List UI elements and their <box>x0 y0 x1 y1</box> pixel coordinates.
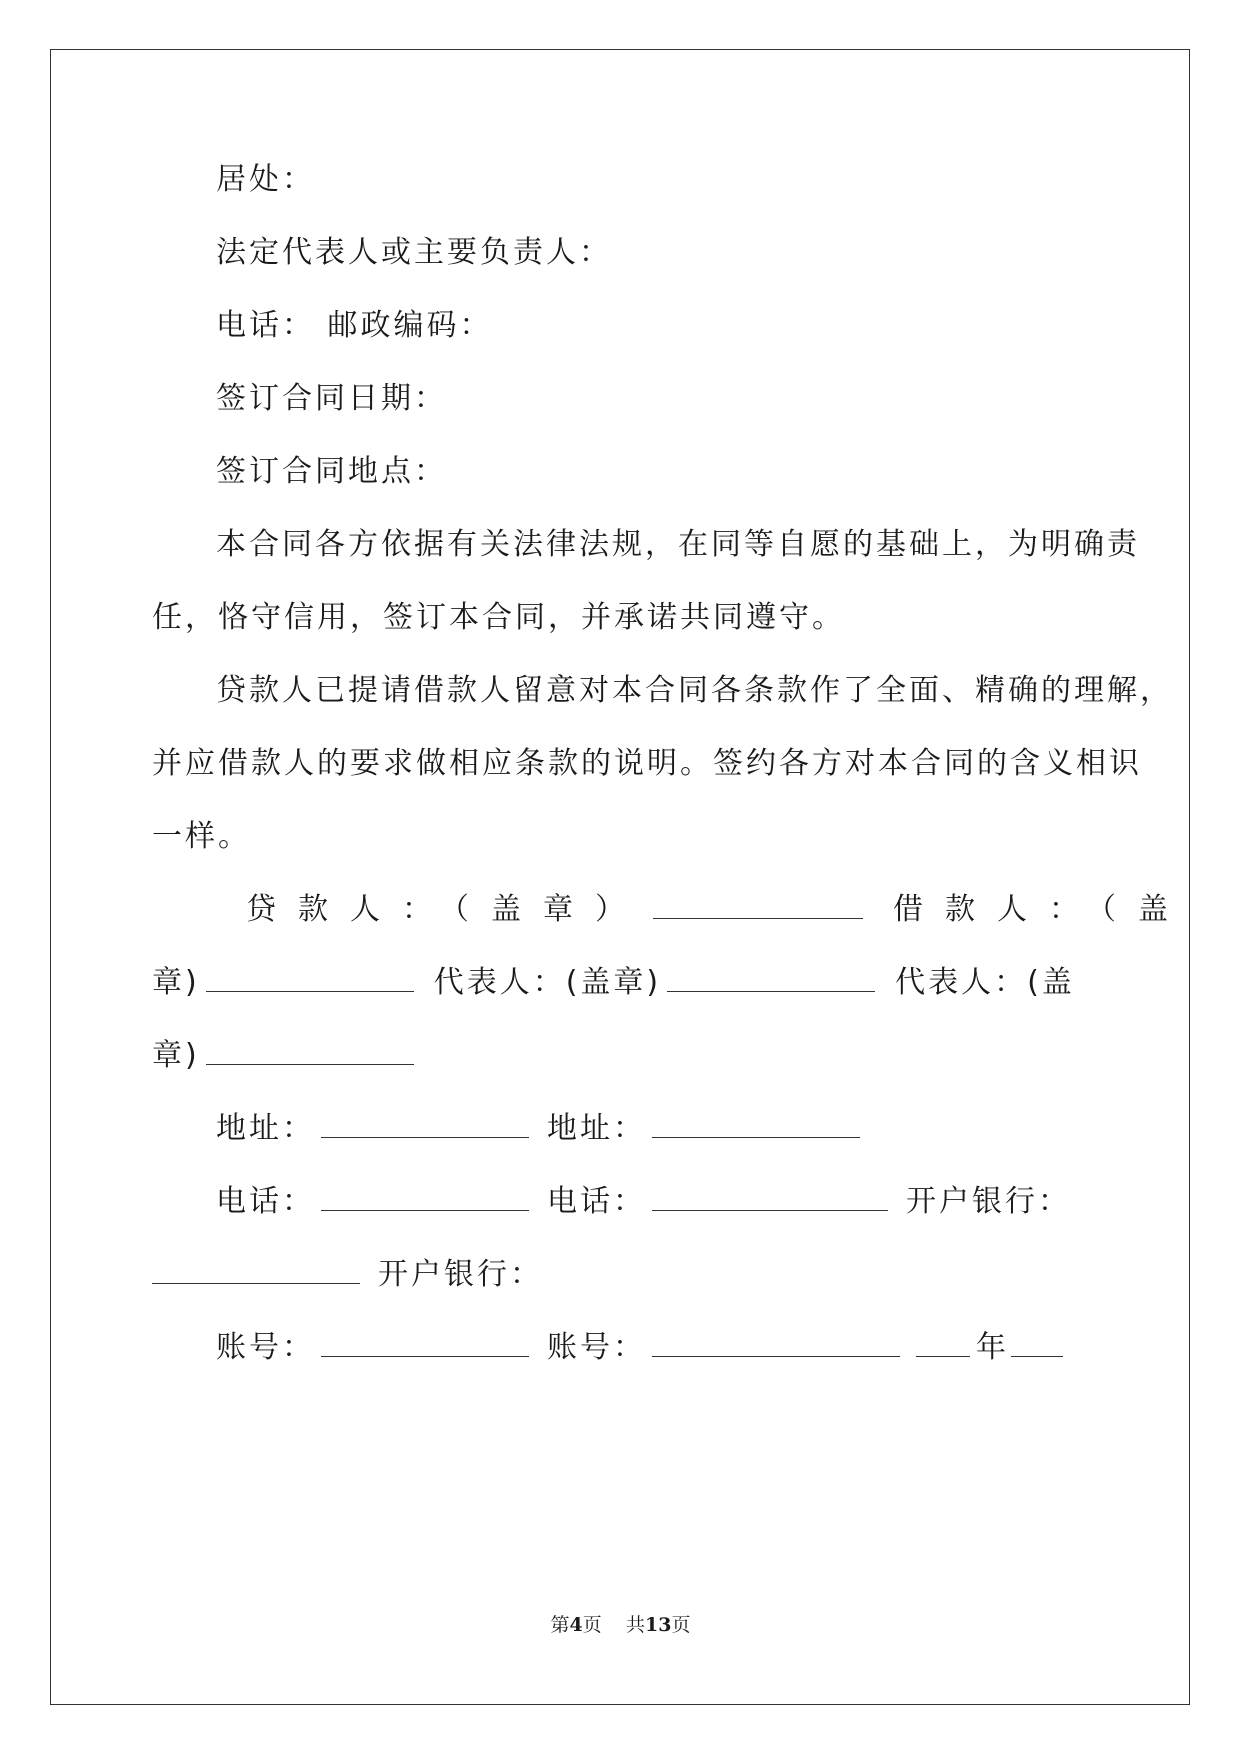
paragraph-1-line-1: 本合同各方依据有关法律法规，在同等自愿的基础上，为明确责 <box>216 527 1140 562</box>
page-prefix: 第 <box>550 1614 570 1636</box>
year-label: 年 <box>976 1330 1009 1365</box>
month-blank[interactable] <box>1011 1328 1063 1357</box>
representative-1-blank[interactable] <box>667 963 875 992</box>
sign-date-label: 签订合同日期： <box>216 381 447 416</box>
page-footer <box>0 1610 1241 1637</box>
year-blank[interactable] <box>916 1328 970 1357</box>
signature-line-3 <box>152 1036 420 1076</box>
lender-seal-label: 贷款人：（盖章） <box>246 892 647 927</box>
representative-2-blank[interactable] <box>206 1036 414 1065</box>
paragraph-1-line-2: 任，恪守信用，签订本合同，并承诺共同遵守。 <box>152 600 845 635</box>
address-line <box>216 1109 866 1149</box>
account-line <box>216 1328 1069 1368</box>
bank-label-2: 开户银行： <box>378 1257 543 1292</box>
representative-2-close: 章) <box>152 1038 200 1073</box>
residence-label: 居处： <box>216 162 315 197</box>
phone-label-1: 电话： <box>216 1184 315 1219</box>
total-suffix: 页 <box>671 1614 691 1636</box>
borrower-seal-blank[interactable] <box>206 963 414 992</box>
account-label-2: 账号： <box>547 1330 646 1365</box>
signature-line-1 <box>246 890 1190 930</box>
lender-seal-blank[interactable] <box>653 890 863 919</box>
phone-line <box>216 1182 1071 1222</box>
total-prefix: 共 <box>625 1614 645 1636</box>
representative-1-label: 代表人：(盖章) <box>433 965 662 1000</box>
bank-blank-1[interactable] <box>152 1255 360 1284</box>
total-pages: 13 <box>644 1614 672 1636</box>
borrower-seal-close: 章) <box>152 965 200 1000</box>
paragraph-2-line-2: 并应借款人的要求做相应条款的说明。签约各方对本合同的含义相识 <box>152 746 1142 781</box>
phone-postcode-label: 电话： 邮政编码： <box>216 308 493 343</box>
address-blank-1[interactable] <box>321 1109 529 1138</box>
bank-line <box>152 1255 543 1295</box>
phone-label-2: 电话： <box>547 1184 646 1219</box>
paragraph-2-line-3: 一样。 <box>152 819 251 854</box>
legal-rep-label: 法定代表人或主要负责人： <box>216 235 612 270</box>
sign-place-label: 签订合同地点： <box>216 454 447 489</box>
page-number: 4 <box>569 1614 583 1636</box>
account-label-1: 账号： <box>216 1330 315 1365</box>
address-blank-2[interactable] <box>652 1109 860 1138</box>
borrower-seal-label: 借款人：（盖 <box>893 892 1190 927</box>
paragraph-2-line-1: 贷款人已提请借款人留意对本合同各条款作了全面、精确的理解， <box>216 673 1173 708</box>
page-frame <box>50 49 1190 1705</box>
address-label-1: 地址： <box>216 1111 315 1146</box>
page-suffix: 页 <box>582 1614 602 1636</box>
phone-blank-2[interactable] <box>652 1182 888 1211</box>
account-blank-1[interactable] <box>321 1328 529 1357</box>
phone-blank-1[interactable] <box>321 1182 529 1211</box>
bank-label-1: 开户银行： <box>906 1184 1071 1219</box>
representative-2-label: 代表人：(盖 <box>895 965 1075 1000</box>
account-blank-2[interactable] <box>652 1328 900 1357</box>
address-label-2: 地址： <box>547 1111 646 1146</box>
signature-line-2 <box>152 963 1075 1003</box>
